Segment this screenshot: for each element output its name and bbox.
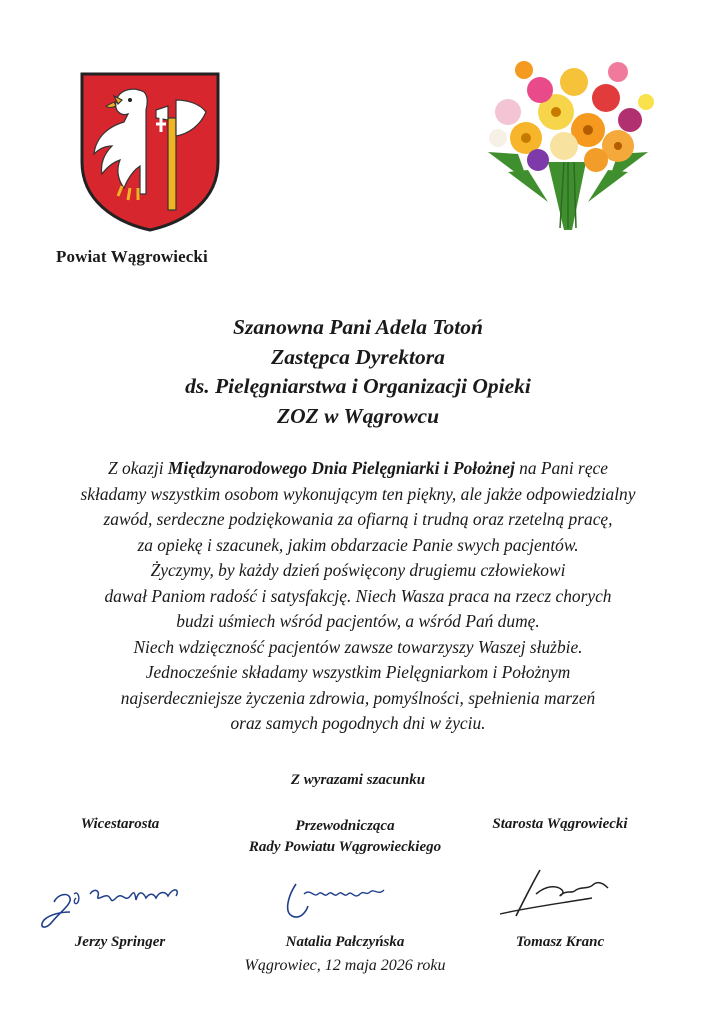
- occasion-name: Międzynarodowego Dnia Pielęgniarki i Położnej: [167, 458, 515, 478]
- body-line: najserdeczniejsze życzenia zdrowia, pomyślności, spełnienia marzeń: [120, 687, 596, 708]
- coat-of-arms-icon: [78, 70, 222, 234]
- addressee-block: [0, 313, 716, 431]
- body-line: Niech wdzięczność pacjentów zawsze towarzyszy Waszej służbie.: [133, 636, 583, 657]
- addressee-name: Szanowna Pani Adela Totoń: [233, 315, 483, 339]
- body-line: Życzymy, by każdy dzień poświęcony drugiemu człowiekowi: [150, 560, 566, 580]
- organization-name: Powiat Wągrowiecki: [56, 247, 208, 266]
- signature-left: [34, 872, 204, 934]
- body-line: składamy wszystkim osobom wykonującym ten piękny, ale jakże odpowiedzialny: [80, 483, 636, 504]
- body-line: Z okazji Międzynarodowego Dnia Pielęgniarki i Położnej na Pani ręce: [108, 458, 608, 478]
- signatory-right-title: Starosta Wągrowiecki: [492, 816, 628, 832]
- addressee-department: ds. Pielęgniarstwa i Organizacji Opieki: [185, 374, 531, 398]
- signature-middle: [274, 876, 404, 926]
- flower-bouquet-icon: [468, 42, 668, 230]
- addressee-position: Zastępca Dyrektora: [271, 344, 445, 369]
- body-line: oraz samych pogodnych dni w życiu.: [230, 713, 486, 733]
- signatory-right-name: Tomasz Kranc: [515, 934, 605, 950]
- signatory-middle-title: [200, 816, 490, 858]
- addressee-institution: ZOZ w Wągrowcu: [276, 403, 440, 428]
- body-line: Jednocześnie składamy wszystkim Pielęgniarkom i Położnym: [145, 662, 571, 682]
- body-line: za opiekę i szacunek, jakim obdarzacie Panie swych pacjentów.: [137, 534, 579, 555]
- signature-right: [496, 864, 616, 924]
- body-line: zawód, serdeczne podziękowania za ofiarną i trudną oraz rzetelną pracę,: [103, 509, 613, 529]
- signatory-middle-title-line1: Przewodnicząca: [295, 818, 395, 834]
- signatory-middle-name: Natalia Pałczyńska: [285, 934, 405, 950]
- signatory-middle-title-line2: Rady Powiatu Wągrowieckiego: [248, 839, 442, 855]
- body-line: budzi uśmiech wśród pacjentów, a wśród Pań dumę.: [176, 611, 540, 631]
- closing-phrase: Z wyrazami szacunku: [290, 772, 426, 788]
- signatory-left-name: Jerzy Springer: [74, 934, 166, 950]
- place-and-date: Wągrowiec, 12 maja 2026 roku: [244, 957, 446, 974]
- letter-body: [0, 456, 716, 737]
- signatory-left-title: Wicestarosta: [80, 816, 160, 832]
- body-line: dawał Paniom radość i satysfakcję. Niech Wasza praca na rzecz chorych: [104, 585, 612, 606]
